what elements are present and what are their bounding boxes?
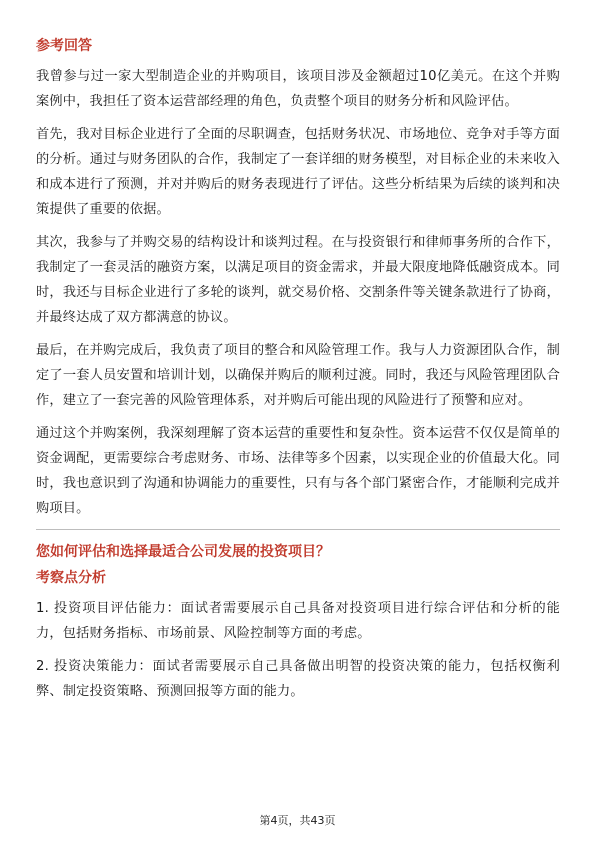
answer-paragraph: 首先，我对目标企业进行了全面的尽职调查，包括财务状况、市场地位、竞争对手等方面的分析。通过与财务团队的合作，我制定了一套详细的财务模型，对目标企业的未来收入和成本进行了预测，并对并购后的财务表现进行了评估。这些分析结果为后续的谈判和决策提供了重要的依据。 (36, 127, 560, 217)
answer-paragraph: 其次，我参与了并购交易的结构设计和谈判过程。在与投资银行和律师事务所的合作下，我制定了一套灵活的融资方案，以满足项目的资金需求，并最大限度地降低融资成本。同时，我还与目标企业进行了多轮的谈判，就交易价格、交割条件等关键条款进行了协商，并最终达成了双方都满意的协议。 (36, 235, 560, 325)
answer-paragraph: 最后，在并购完成后，我负责了项目的整合和风险管理工作。我与人力资源团队合作，制定了一套人员安置和培训计划，以确保并购后的顺利过渡。同时，我还与风险管理团队合作，建立了一套完善的风险管理体系，对并购后可能出现的风险进行了预警和应对。 (36, 343, 560, 408)
analysis-point: 1. 投资项目评估能力：面试者需要展示自己具备对投资项目进行综合评估和分析的能力，包括财务指标、市场前景、风险控制等方面的考虑。 (36, 601, 560, 641)
question-title: 您如何评估和选择最适合公司发展的投资项目？ (36, 544, 330, 560)
analysis-point: 2. 投资决策能力：面试者需要展示自己具备做出明智的投资决策的能力，包括权衡利弊、制定投资策略、预测回报等方面的能力。 (36, 659, 560, 699)
page-content (36, 36, 560, 712)
analysis-heading: 考察点分析 (36, 570, 106, 586)
answer-heading: 参考回答 (36, 38, 92, 54)
page-number: 第4页，共43页 (259, 814, 336, 827)
section-divider (36, 529, 560, 530)
answer-paragraph: 我曾参与过一家大型制造企业的并购项目，该项目涉及金额超过10亿美元。在这个并购案例中，我担任了资本运营部经理的角色，负责整个项目的财务分析和风险评估。 (36, 69, 560, 109)
answer-paragraph: 通过这个并购案例，我深刻理解了资本运营的重要性和复杂性。资本运营不仅仅是简单的资金调配，更需要综合考虑财务、市场、法律等多个因素，以实现企业的价值最大化。同时，我也意识到了沟通和协调能力的重要性，只有与各个部门紧密合作，才能顺利完成并购项目。 (36, 426, 560, 516)
